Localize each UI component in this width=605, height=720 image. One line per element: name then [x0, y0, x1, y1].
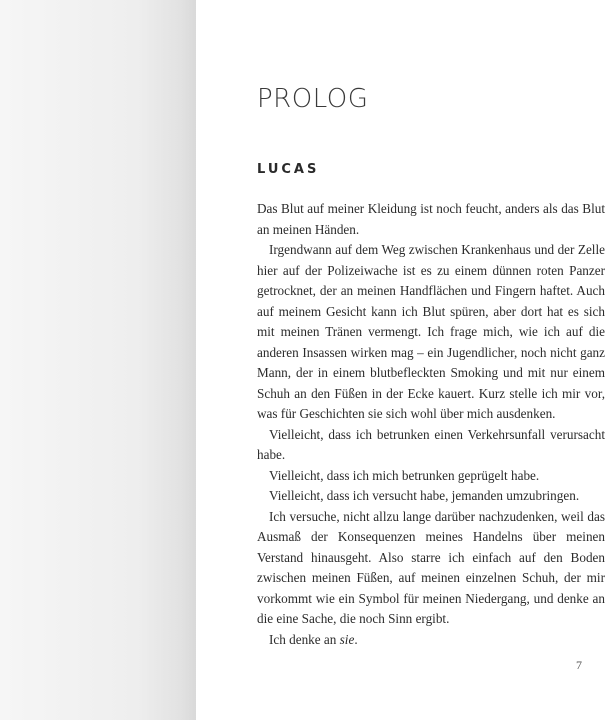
paragraph-2: Irgendwann auf dem Weg zwischen Krankenhaus und der Zelle hier auf der Polizeiwache ist es zu einem dünnen roten Panzer getrocknet, der an meinen Handflächen und Fingern haftet. Auch auf meinem Gesicht kann ich Blut spüren, aber dort hat es sich mit meinen Tränen vermengt. Ich frage mich, wie ich auf die anderen Insassen wirken mag – ein Jugendlicher, noch nicht ganz Mann, der in einem blutbefleckten Smoking und mit nur einem Schuh an den Füßen in der Ecke kauert. Kurz stelle ich mir vor, was für Geschichten sie sich wohl über mich ausdenken.	[257, 242, 605, 421]
book-gutter-shadow	[0, 0, 196, 720]
paragraph-5: Vielleicht, dass ich versucht habe, jemanden umzubringen.	[269, 488, 580, 503]
narrator-heading: LUCAS	[257, 162, 320, 177]
chapter-body	[257, 199, 605, 650]
final-line-suffix: .	[354, 631, 358, 647]
paragraph-1: Das Blut auf meiner Kleidung ist noch feucht, anders als das Blut an meinen Händen.	[257, 201, 605, 237]
paragraph-6: Ich versuche, nicht allzu lange darüber nachzudenken, weil das Ausmaß der Konsequenzen meines Handelns über meinen Verstand hinausgeht. Also starre ich einfach auf den Boden zwischen meinen Füßen, auf meinen einzelnen Schuh, der mir vorkommt wie ein Symbol für meinen Niedergang, und denke an die eine Sache, die noch Sinn ergibt.	[257, 508, 605, 626]
final-line-emphasis: sie	[339, 631, 355, 647]
final-line-prefix: Ich denke an	[269, 631, 340, 647]
paragraph-4: Vielleicht, dass ich mich betrunken geprügelt habe.	[269, 467, 540, 483]
paragraph-3: Vielleicht, dass ich betrunken einen Verkehrsunfall verursacht habe.	[257, 426, 605, 462]
paragraph-final	[257, 630, 605, 651]
chapter-title: PROLOG	[257, 84, 369, 114]
page-number: 7	[576, 658, 582, 672]
